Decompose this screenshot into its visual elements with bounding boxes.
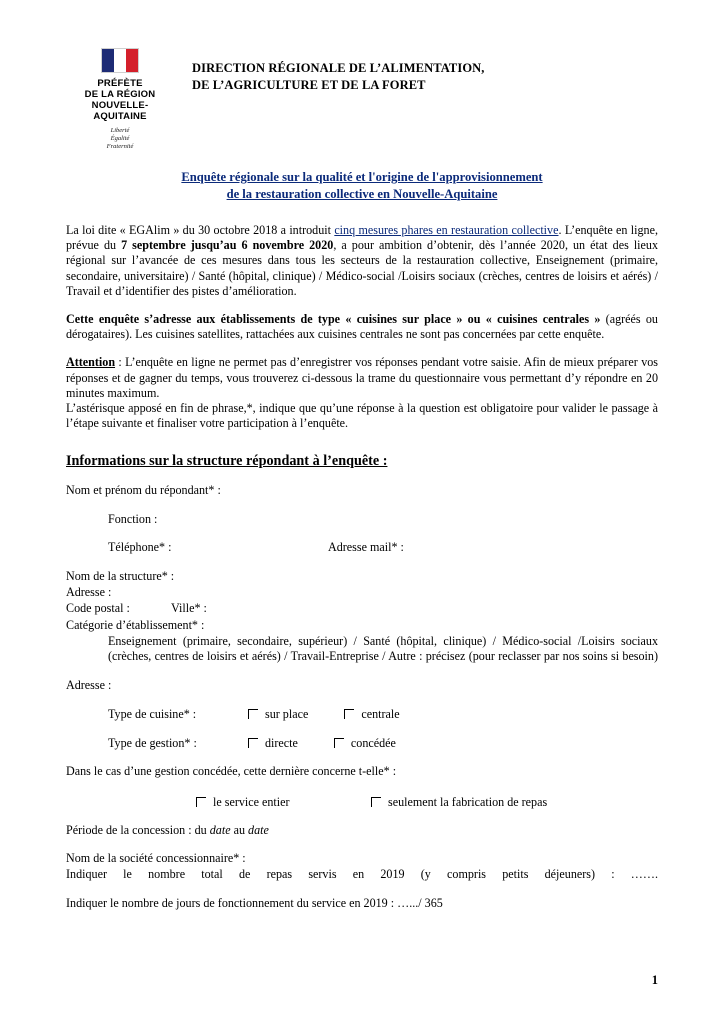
field-nombre-repas: Indiquer le nombre total de repas servis en 2019 (y compris petits déjeuners) : ……. [66, 867, 658, 882]
field-code-postal: Code postal : [66, 601, 130, 616]
motto-line-2: Fraternité [106, 143, 134, 150]
survey-dates: 7 septembre jusqu’au 6 novembre 2020 [121, 238, 334, 253]
french-flag-icon [101, 48, 139, 73]
field-nom-structure: Nom de la structure* : [66, 568, 175, 583]
field-telephone: Téléphone* : [108, 540, 172, 555]
periode-part-a: Période de la concession : du [66, 822, 210, 837]
page-title-line-2: de la restauration collective en Nouvelle-Aquitaine [226, 187, 498, 201]
type-gestion-option-1-label: directe [265, 736, 298, 751]
page-title-line-1: Enquête régionale sur la qualité et l'origine de l'approvisionnement [181, 170, 543, 184]
egalim-measures-link[interactable]: cinq mesures phares en restauration collective [334, 223, 559, 237]
checkbox-icon[interactable] [344, 709, 354, 719]
logo-title [66, 78, 174, 122]
field-codepostal-ville-row [66, 601, 658, 616]
field-adresse: Adresse : [66, 585, 112, 600]
intro-p3-part-b: L’astérisque apposé en fin de phrase,*, indique que qu’une réponse à la question est obligatoire pour valider le passage à l’étape suivante et finaliser votre participation à l’enquête. [66, 401, 658, 431]
field-ville: Ville* : [171, 601, 207, 616]
type-cuisine-option-1-label: sur place [265, 707, 309, 722]
checkbox-icon[interactable] [196, 797, 206, 807]
intro-p2-rest: (agréés ou dérogataires). Les cuisines satellites, rattachées aux cuisines centrales ne sont pas concernées par cette enquête. [66, 312, 658, 342]
type-gestion-option-2-label: concédée [350, 736, 396, 751]
field-gestion-concedee: Dans le cas d’une gestion concédée, cette dernière concerne t-elle* : [66, 764, 397, 779]
motto-line-0: Liberté [110, 127, 130, 134]
gestion-option-2-label: seulement la fabrication de repas [388, 794, 548, 809]
page-title [66, 169, 658, 203]
type-cuisine-option-2-label: centrale [361, 707, 400, 722]
intro-paragraph-4 [66, 401, 658, 431]
intro-p3-part-a: : L’enquête en ligne ne permet pas d’enregistrer vos réponses pendant votre saisie. Afin de mieux préparer vos réponses et de gagner du temps, vous trouverez ci-dessous la trame du questionnaire vous permettant d’y répondre en 20 minutes maximum. [66, 355, 658, 400]
document-header [66, 44, 658, 151]
prefecture-logo [66, 44, 174, 151]
organization-line-2: DE L’AGRICULTURE ET DE LA FORET [192, 78, 426, 92]
field-telephone-mail-row [66, 540, 658, 555]
field-periode-concession [66, 823, 658, 838]
intro-paragraph-3 [66, 355, 658, 401]
organization-line-1: DIRECTION RÉGIONALE DE L’ALIMENTATION, [192, 61, 485, 75]
periode-part-b: au [230, 822, 249, 837]
periode-date-2: date [248, 822, 269, 837]
type-cuisine-option-sur-place[interactable] [248, 707, 308, 722]
type-cuisine-label: Type de cuisine* : [108, 707, 197, 722]
gestion-option-1-label: le service entier [213, 794, 290, 809]
field-categorie: Catégorie d’établissement* : [66, 617, 205, 632]
field-jours-fonctionnement: Indiquer le nombre de jours de fonctionnement du service en 2019 : ….../ 365 [66, 895, 443, 910]
field-societe-concessionnaire: Nom de la société concessionnaire* : [66, 850, 246, 865]
section-heading-structure-info: Informations sur la structure répondant à l’enquête : [66, 453, 388, 470]
intro-p2-bold: Cette enquête s’adresse aux établissements de type « cuisines sur place » ou « cuisines centrales » [66, 312, 601, 327]
intro-p1-part-b: . L’enquête en ligne, prévue du [66, 223, 658, 253]
field-adresse-2: Adresse : [66, 677, 112, 692]
logo-title-line-1: DE LA RÉGION [84, 89, 156, 100]
field-type-cuisine [66, 707, 658, 722]
checkbox-icon[interactable] [248, 709, 258, 719]
type-gestion-option-directe[interactable] [248, 736, 298, 751]
logo-motto [66, 127, 174, 151]
intro-paragraph-2 [66, 312, 658, 342]
logo-title-line-2: NOUVELLE- [91, 100, 149, 111]
field-adresse-mail: Adresse mail* : [328, 540, 404, 555]
attention-label: Attention [66, 355, 116, 370]
checkbox-icon[interactable] [248, 738, 258, 748]
intro-p1-part-c: , a pour ambition d’obtenir, dès l’année 2020, un état des lieux régional sur l’avancée de ces mesures dans tous les secteurs de la restauration collective, Enseignement (primaire, secondaire, universitaire) / Santé (hôpital, clinique) / Médico-social /Loisirs sociaux (crèches, centres de loisirs et aérés) / Travail et d’identifier des pistes d’amélioration. [66, 238, 658, 298]
field-type-gestion [66, 736, 658, 751]
field-fonction: Fonction : [108, 511, 158, 526]
page-number: 1 [651, 973, 658, 987]
intro-paragraph-1 [66, 223, 658, 299]
checkbox-icon[interactable] [334, 738, 344, 748]
organization-title [174, 44, 658, 94]
periode-date-1: date [209, 822, 231, 837]
field-nom-prenom: Nom et prénom du répondant* : [66, 483, 221, 498]
gestion-concedee-options [66, 795, 658, 810]
logo-title-line-3: AQUITAINE [93, 111, 147, 122]
type-cuisine-option-centrale[interactable] [344, 707, 399, 722]
gestion-option-fabrication-repas[interactable] [371, 795, 547, 810]
motto-line-1: Égalité [110, 135, 130, 142]
field-categorie-detail: Enseignement (primaire, secondaire, supérieur) / Santé (hôpital, clinique) / Médico-social /Loisirs sociaux (crèches, centres de loisirs et aérés) / Travail-Entreprise / Autre : précisez (pour reclasser par nos soins si besoin) [108, 634, 658, 664]
gestion-option-service-entier[interactable] [196, 795, 371, 810]
intro-p1-part-a: La loi dite « EGAlim » du 30 octobre 2018 a introduit [66, 223, 335, 237]
type-gestion-label: Type de gestion* : [108, 736, 197, 751]
type-gestion-option-concedee[interactable] [334, 736, 396, 751]
logo-title-line-0: PRÉFÈTE [97, 78, 143, 89]
checkbox-icon[interactable] [371, 797, 381, 807]
